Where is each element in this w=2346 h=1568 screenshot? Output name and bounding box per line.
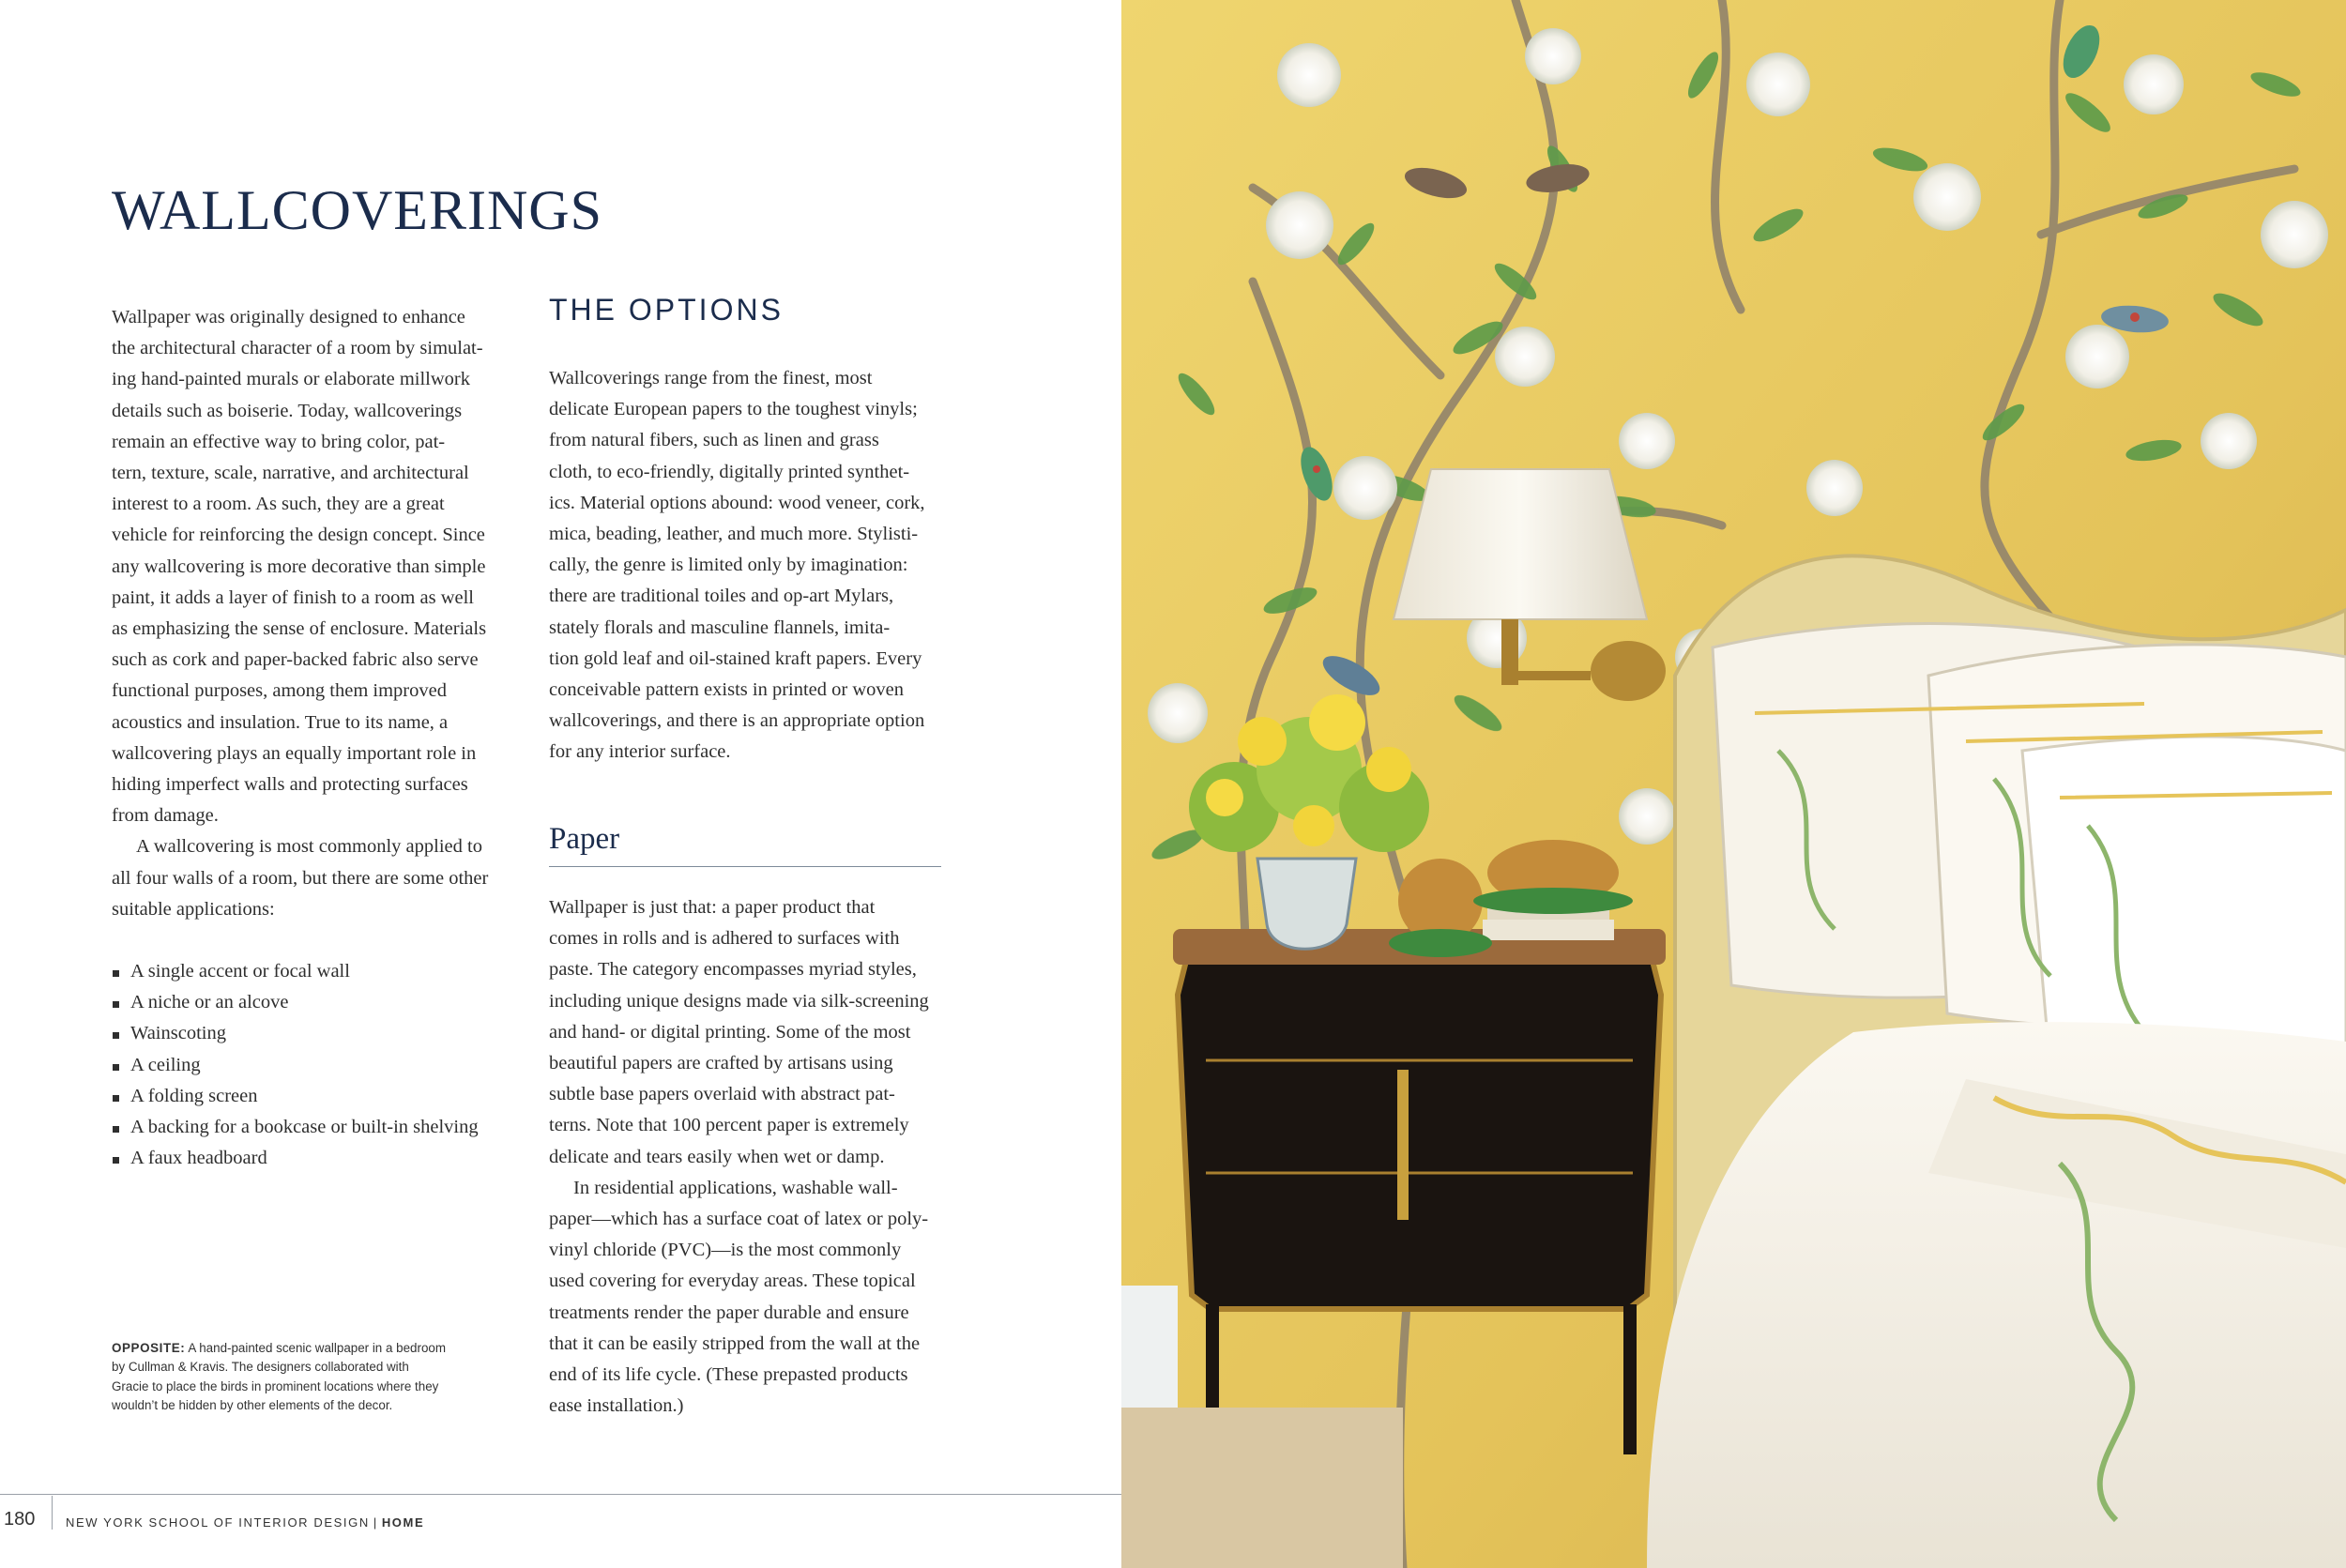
text-line: and hand- or digital printing. Some of the most — [549, 1021, 911, 1043]
book-stack — [1483, 920, 1614, 940]
carpet — [1121, 1408, 1403, 1568]
text-line: paper—which has a surface coat of latex or poly- — [549, 1209, 929, 1230]
footer-divider — [52, 1496, 53, 1530]
text-line: acoustics and insulation. True to its name, a — [112, 711, 449, 733]
text-line: from natural fibers, such as linen and grass — [549, 430, 879, 451]
paper-heading: Paper — [549, 822, 620, 856]
text-line: there are traditional toiles and op-art Mylars, — [549, 586, 894, 607]
page-number: 180 — [4, 1509, 36, 1530]
text-line: for any interior surface. — [549, 741, 731, 763]
options-heading: THE OPTIONS — [549, 293, 784, 327]
paper-paragraph-1 — [549, 892, 943, 1173]
text-line: subtle base papers overlaid with abstract pat- — [549, 1084, 895, 1105]
running-head — [66, 1515, 424, 1530]
list-item: Wainscoting — [112, 1018, 515, 1049]
text-line: that it can be easily stripped from the wall at the — [549, 1332, 921, 1354]
text-line: ing hand-painted murals or elaborate millwork — [112, 369, 470, 390]
list-item: A folding screen — [112, 1081, 515, 1112]
text-line: Wallpaper was originally designed to enhance — [112, 307, 465, 327]
text-line: mica, beading, leather, and much more. Stylisti- — [549, 524, 919, 545]
heading-rule — [549, 866, 941, 867]
list-item: A ceiling — [112, 1050, 515, 1081]
text-line: tern, texture, scale, narrative, and architectural — [112, 463, 469, 484]
text-line: conceivable pattern exists in printed or woven — [549, 679, 904, 701]
bedroom-photo — [1121, 0, 2346, 1568]
caption-line: wouldn’t be hidden by other elements of the decor. — [112, 1397, 393, 1412]
text-line: vinyl chloride (PVC)—is the most commonly — [549, 1240, 902, 1261]
caption-text: A hand-painted scenic wallpaper in a bedroom — [188, 1341, 446, 1355]
text-line: ics. Material options abound: wood veneer, cork, — [549, 492, 925, 513]
footer-rule — [0, 1494, 1121, 1495]
text-line: remain an effective way to bring color, pat- — [112, 431, 446, 452]
baseboard — [1121, 1286, 1178, 1426]
page-title: WALLCOVERINGS — [112, 179, 602, 241]
caption-line: Gracie to place the birds in prominent locations where they — [112, 1378, 439, 1393]
text-line: as emphasizing the sense of enclosure. Materials — [112, 618, 487, 640]
text-line: functional purposes, among them improved — [112, 680, 447, 702]
list-item: A niche or an alcove — [112, 987, 515, 1018]
text-line: hiding imperfect walls and protecting surfaces — [112, 774, 468, 796]
text-line: cloth, to eco-friendly, digitally printed synthet- — [549, 461, 910, 482]
caption-label: OPPOSITE: — [112, 1341, 186, 1355]
text-line: such as cork and paper-backed fabric also serve — [112, 649, 479, 671]
book-title: NEW YORK SCHOOL OF INTERIOR DESIGN — [66, 1515, 370, 1530]
text-line: terns. Note that 100 percent paper is extremely — [549, 1115, 909, 1136]
text-line: used covering for everyday areas. These topical — [549, 1271, 916, 1292]
text-line: A wallcovering is most commonly applied to — [136, 836, 482, 858]
photo-caption — [112, 1339, 515, 1415]
text-line: tion gold leaf and oil-stained kraft papers. Every — [549, 647, 922, 669]
paper-paragraph-2 — [549, 1173, 943, 1423]
list-item: A backing for a bookcase or built-in shelving — [112, 1112, 515, 1143]
text-line: comes in rolls and is adhered to surfaces with — [549, 928, 900, 950]
intro-paragraph-2 — [112, 831, 515, 925]
text-line: beautiful papers are crafted by artisans using — [549, 1053, 893, 1074]
text-line: interest to a room. As such, they are a great — [112, 494, 445, 515]
text-line: end of its life cycle. (These prepasted products — [549, 1364, 908, 1386]
sconce-backplate — [1591, 641, 1666, 701]
caption-line: by Cullman & Kravis. The designers collaborated with — [112, 1360, 409, 1375]
list-item: A faux headboard — [112, 1143, 515, 1174]
text-line: ease installation.) — [549, 1395, 684, 1417]
text-line: treatments render the paper durable and ensure — [549, 1302, 909, 1323]
text-line: paint, it adds a layer of finish to a room as well — [112, 586, 474, 608]
vase — [1257, 859, 1356, 949]
text-line: including unique designs made via silk-screening — [549, 990, 929, 1012]
text-line: details such as boiserie. Today, wallcoverings — [112, 400, 463, 421]
text-line: suitable applications: — [112, 898, 275, 920]
text-line: stately florals and masculine flannels, imita- — [549, 617, 891, 638]
nightstand-leg — [1623, 1304, 1637, 1454]
text-line: delicate European papers to the toughest vinyls; — [549, 399, 918, 420]
text-line: the architectural character of a room by simulat- — [112, 338, 483, 359]
intro-paragraph-1 — [112, 302, 515, 831]
bedroom-illustration — [1121, 0, 2346, 1568]
caption-line — [112, 1339, 515, 1358]
text-line: paste. The category encompasses myriad styles, — [549, 959, 917, 981]
applications-list — [112, 956, 515, 1174]
intro-column — [112, 302, 515, 1174]
section-name: HOME — [381, 1515, 425, 1530]
text-line: In residential applications, washable wall- — [573, 1177, 898, 1198]
text-line: all four walls of a room, but there are some other — [112, 867, 489, 889]
text-line: Wallpaper is just that: a paper product that — [549, 897, 876, 918]
lion-base — [1473, 888, 1633, 914]
text-line: wallcoverings, and there is an appropriate option — [549, 710, 925, 732]
text-line: from damage. — [112, 805, 219, 827]
running-head-separator: | — [373, 1515, 378, 1530]
paper-section — [549, 892, 943, 1422]
options-paragraph — [549, 363, 943, 769]
lampshade — [1394, 469, 1647, 619]
text-line: vehicle for reinforcing the design concept. Since — [112, 525, 485, 546]
lion-base — [1389, 929, 1492, 957]
text-line: wallcovering plays an equally important role in — [112, 742, 477, 764]
list-item: A single accent or focal wall — [112, 956, 515, 987]
nightstand — [1178, 957, 1661, 1309]
text-line: any wallcovering is more decorative than simple — [112, 556, 486, 577]
text-line: delicate and tears easily when wet or damp. — [549, 1146, 885, 1167]
text-line: Wallcoverings range from the finest, most — [549, 368, 873, 388]
text-line: cally, the genre is limited only by imagination: — [549, 555, 908, 576]
